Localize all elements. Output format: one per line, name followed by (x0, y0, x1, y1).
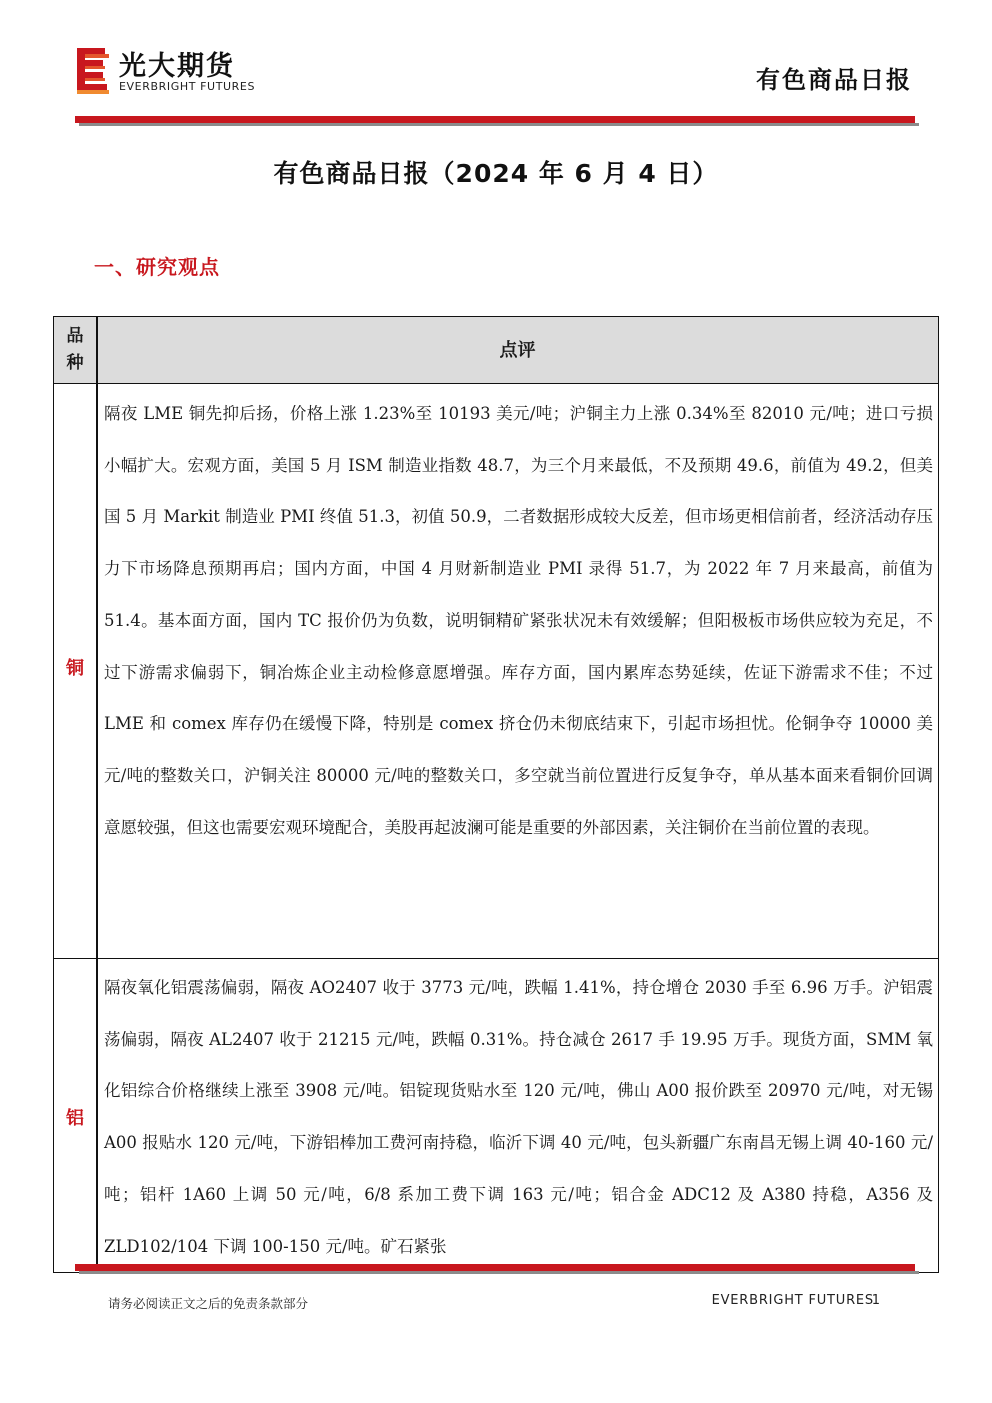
header-divider-shadow (79, 123, 919, 126)
brand-name-cn: 光大期货 (119, 51, 235, 82)
everbright-logo-icon (75, 44, 111, 96)
table-header (54, 317, 938, 384)
report-type-label: 有色商品日报 (756, 66, 912, 94)
commentary-table (53, 316, 939, 1273)
section-heading: 一、研究观点 (94, 255, 220, 279)
table-row-aluminum (54, 959, 938, 1273)
column-header-kind: 品种 (66, 325, 84, 373)
row-comment-aluminum: 隔夜氧化铝震荡偏弱，隔夜 AO2407 收于 3773 元/吨，跌幅 1.41%，持仓增仓 2030 手至 6.96 万手。沪铝震荡偏弱，隔夜 AL2407 收于 21215 元/吨，跌幅 0.31%。持仓减仓 2617 手 19.95 万手。现货方面，SMM 氧化铝综合价格继续上涨至 3908 元/吨。铝锭现货贴水至 120 元/吨，佛山 A00 报价跌至 20970 元/吨，对无锡 A00 报贴水 120 元/吨，下游铝棒加工费河南持稳，临沂下调 40 元/吨，包头新疆广东南昌无锡上调 40-160 元/吨；铝杆 1A60 上调 50 元/吨，6/8 系加工费下调 163 元/吨；铝合金 ADC12 及 A380 持稳，A356 及 ZLD102/104 下调 100-150 元/吨。矿石紧张 (104, 978, 933, 1256)
header-divider (75, 116, 915, 123)
column-divider (96, 317, 98, 1272)
footer-divider-shadow (79, 1271, 919, 1274)
document-title: 有色商品日报（2024 年 6 月 4 日） (273, 159, 719, 188)
footer-disclaimer: 请务必阅读正文之后的免责条款部分 (108, 1296, 309, 1311)
table-row-copper (54, 384, 938, 959)
brand-name-en: EVERBRIGHT FUTURES (119, 80, 256, 93)
page-number: 1 (871, 1293, 880, 1308)
logo (75, 42, 285, 98)
footer-divider (75, 1264, 915, 1271)
footer-brand: EVERBRIGHT FUTURES (711, 1293, 874, 1308)
row-label-copper: 铜 (66, 658, 84, 679)
row-comment-copper: 隔夜 LME 铜先抑后扬，价格上涨 1.23%至 10193 美元/吨；沪铜主力上涨 0.34%至 82010 元/吨；进口亏损小幅扩大。宏观方面，美国 5 月 ISM 制造业指数 48.7，为三个月来最低，不及预期 49.6，前值为 49.2，但美国 5 月 Markit 制造业 PMI 终值 51.3，初值 50.9，二者数据形成较大反差，但市场更相信前者，经济活动存压力下市场降息预期再启；国内方面，中国 4 月财新制造业 PMI 录得 51.7，为 2022 年 7 月来最高，前值为 51.4。基本面方面，国内 TC 报价仍为负数，说明铜精矿紧张状况未有效缓解；但阳极板市场供应较为充足，不过下游需求偏弱下，铜冶炼企业主动检修意愿增强。库存方面，国内累库态势延续，佐证下游需求不佳；不过 LME 和 comex 库存仍在缓慢下降，特别是 comex 挤仓仍未彻底结束下，引起市场担忧。伦铜争夺 10000 美元/吨的整数关口，沪铜关注 80000 元/吨的整数关口，多空就当前位置进行反复争夺，单从基本面来看铜价回调意愿较强，但这也需要宏观环境配合，美股再起波澜可能是重要的外部因素，关注铜价在当前位置的表现。 (104, 404, 933, 837)
row-label-aluminum: 铝 (66, 1108, 84, 1129)
column-header-comment: 点评 (499, 340, 536, 361)
